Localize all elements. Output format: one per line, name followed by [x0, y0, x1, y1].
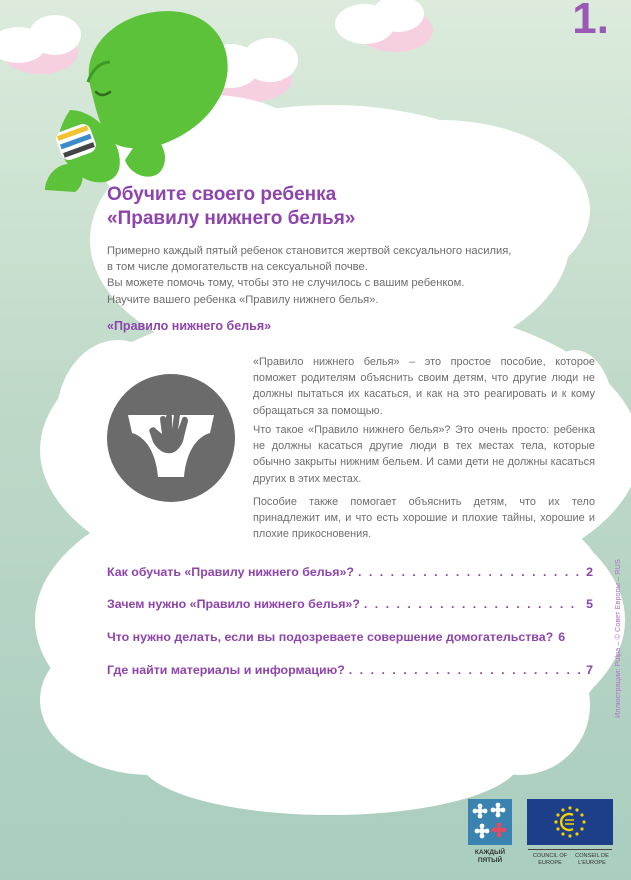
toc-dot-leader	[364, 597, 582, 611]
coe-french-label: CONSEIL DE L'EUROPE	[575, 853, 609, 866]
toc-entry[interactable]	[107, 630, 593, 644]
one-in-five-label: КАЖДЫЙ ПЯТЫЙ	[474, 849, 506, 864]
council-of-europe-logo	[527, 799, 613, 845]
page-title	[107, 183, 355, 231]
intro-line: Вы можете помочь тому, чтобы это не случилось с вашим ребенком.	[107, 277, 465, 290]
toc-entry-page: 6	[558, 630, 566, 644]
toc-entry-label: Что нужно делать, если вы подозреваете совершение домогательства?	[107, 630, 554, 644]
coe-english-label: COUNCIL OF EUROPE	[532, 853, 568, 866]
intro-line: Примерно каждый пятый ребенок становится жертвой сексуального насилия,	[107, 245, 512, 257]
intro-text	[107, 243, 547, 308]
toc-entry-page: 7	[586, 663, 593, 677]
toc-entry[interactable]	[107, 663, 593, 677]
flowers-icon	[468, 799, 512, 845]
toc-entry-page: 2	[586, 565, 593, 579]
page-number: 1.	[572, 0, 609, 43]
intro-line: Научите вашего ребенка «Правилу нижнего белья».	[107, 293, 379, 306]
toc-entry[interactable]	[107, 597, 593, 611]
one-in-five-flowers-logo	[468, 799, 512, 845]
toc-entry-label: Как обучать «Правилу нижнего белья»?	[107, 565, 354, 579]
toc-entry-label: Где найти материалы и информацию?	[107, 663, 345, 677]
underwear-stop-hand-icon	[106, 373, 236, 503]
toc-entry-label: Зачем нужно «Правило нижнего белья»?	[107, 597, 360, 611]
section-heading: «Правило нижнего белья»	[107, 319, 272, 333]
toc-dot-leader	[349, 663, 582, 677]
toc-entry[interactable]	[107, 565, 593, 579]
toc-dot-leader	[358, 565, 582, 579]
paragraph: «Правило нижнего белья» – это простое пособие, которое поможет родителям объяснить своим детям, что другие люди не должны пытаться их касаться, и как на это реагировать и к кому обращаться за помощью.	[253, 356, 595, 417]
paragraph: Пособие также помогает объяснить детям, что их тело принадлежит им, и что есть хорошие и плохие тайны, хорошие и плохие прикосновения.	[253, 496, 595, 541]
intro-line: в том числе домогательств на сексуальной почве.	[107, 261, 368, 274]
eu-stars-icon	[527, 799, 613, 845]
coe-divider	[528, 849, 612, 850]
page-title-line: «Правилу нижнего белья»	[107, 208, 356, 229]
page-title-line: Обучите своего ребенка	[107, 184, 337, 205]
illustration-credit: Иллюстрации: Pulpa – © Совет Европы – RUS	[613, 559, 622, 718]
paragraph: Что такое «Правило нижнего белья»? Это очень просто: ребенка не должны касаться другие люди в тех местах тела, которые обычно закрыты нижним бельем. И сами дети не должны касаться других в этих местах.	[253, 424, 595, 485]
toc-entry-page: 5	[586, 597, 593, 611]
